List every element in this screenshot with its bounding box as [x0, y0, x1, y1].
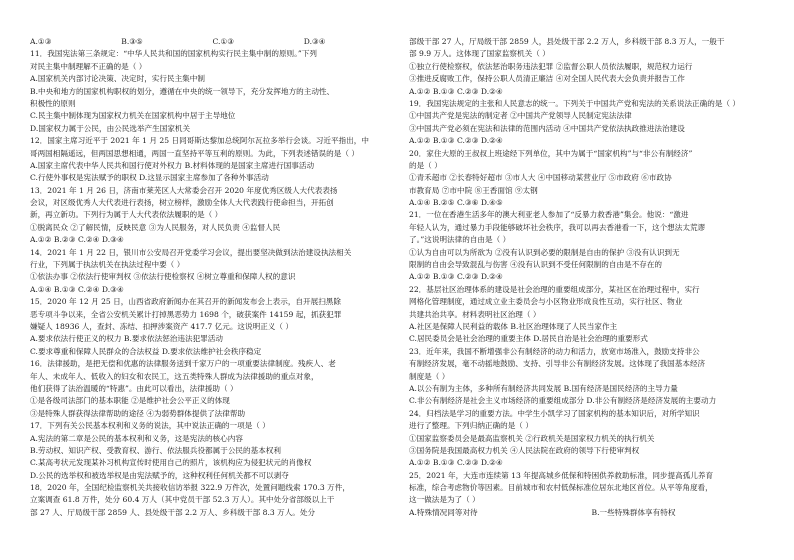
question-text: 年轻人认为，通过暴力手段能够破坏社会秩序，我可以再去香港看一下，这个想法太荒谬: [409, 222, 706, 232]
question-text: 进行了整理。下列归纳正确的是（ ）: [409, 421, 533, 431]
question-24: [409, 408, 774, 470]
question-text: 12．国家主席习近平于 2021 年 1 月 25 日同哥斯达黎加总统阿尔瓦拉多举行会谈。习近平指出，中: [30, 136, 369, 146]
question-text: 嫌疑人 18936 人，查封、冻结、扣押涉案资产 417.7 亿元。这说明正义（ ）: [30, 321, 293, 331]
question-text: 对民主集中制理解不正确的是（ ）: [30, 61, 147, 71]
question-text: 18．2020 年，全国纪检监察机关共接收信访举报 322.9 万件次，处置问题线索 170.3 万件，: [30, 483, 350, 493]
option-line: A.国家主席代表中华人民共和国行使对外权力 B.材料体现的是国家主席进行国事活动: [30, 160, 315, 170]
option-line: C.居民委员会是社会治理的重要主体 D.居民自治是社会治理的重要形式: [409, 334, 648, 344]
option-line: A.社区是保障人民利益的载体 B.社区治理体现了人民当家作主: [409, 321, 618, 331]
option-line: ①认为自由可以为所欲为 ②没有认识到必要的限制是自由的保护 ③没有认识到无: [409, 247, 680, 257]
question-text: 部级干部 27 人，厅局级干部 2859 人，县处级干部 2.2 万人，乡科级干部 8.3 万人，一般干: [409, 37, 725, 46]
question-text: 会议，对区级优秀人大代表进行表扬，树立榜样，激励全体人大代表践行使命担当，开拓创: [30, 198, 334, 208]
option-line: 积极性的原则: [30, 98, 76, 108]
q25-options: [409, 507, 774, 519]
question-20: [409, 148, 774, 210]
option-line: C.要求尊重和保障人民群众的合法权益 D.要求依法维护社会秩序稳定: [30, 346, 262, 356]
option-line: B.劳动权、知识产权、受教育权、游行、依法服兵役都属于公民的基本权利: [30, 445, 281, 455]
option-a: A.特殊情况同等对待: [409, 507, 478, 517]
option-line: A.宪法的第二章是公民的基本权利和义务，这是宪法的核心内容: [30, 433, 243, 443]
question-19: [409, 98, 774, 148]
option-line: C.民主集中制体现为国家权力机关在国家机构中居于主导地位: [30, 111, 236, 121]
option-line: ①国家监察委员会是最高监察机关 ②行政机关是国家权力机关的执行机关: [409, 433, 655, 443]
question-text: 制度是（ ）: [409, 371, 450, 381]
question-text: 了。”这说明法律的自由是（ ）: [409, 235, 511, 245]
question-text: 部 9.9 万人。这体现了国家监察机关（ ）: [409, 49, 550, 59]
option-line: ③国务院是我国最高权力机关 ④人民法院在政府的领导下行使审判权: [409, 445, 640, 455]
option-line: A.①② B.②③ C.②④ D.③④: [30, 235, 124, 245]
question-text: 19．我国宪法规定的主张和人民意志的统一。下列关于中国共产党和宪法的关系说法正确的是（ ）: [409, 98, 741, 108]
option-line: A.要求依法行使正义的权力 B.要求依法惩治违法犯罪活动: [30, 334, 223, 344]
option-line: A.①② B.①③ C.②③ D.②④: [409, 136, 503, 146]
question-15: [30, 296, 395, 358]
right-column: [409, 36, 774, 552]
option-line: ①青禾超市 ②长春特好超市 ③市人大 ④中国移动某营业厅 ⑤市政府 ⑥市政协: [409, 173, 672, 183]
question-text: 立案调查 61.8 万件，处分 60.4 万人（其中党员干部 52.3 万人）。其中处分省部级以上干: [30, 495, 335, 505]
question-text: 部 27 人、厅局级干部 2859 人、县处级干部 2.2 万人、乡科级干部 8.3 万人。处分: [30, 507, 316, 517]
option-d: D.③④: [303, 37, 326, 46]
question-text: 这一做法是为了（ ）: [409, 495, 480, 505]
question-25: [409, 470, 774, 520]
option-line: A.①② B.①③ C.②③ D.②④: [409, 458, 503, 468]
option-line: ①是各级司法部门的基本职能 ②是维护社会公平正义的体现: [30, 396, 230, 406]
option-b: B.一些特殊群体享有特权: [591, 507, 676, 517]
question-text: 11．我国宪法第三条规定：“中华人民共和国的国家机构实行民主集中制的原则。”下列: [30, 49, 317, 59]
option-line: ①独立行使检察权，依法惩治职务违法犯罪 ②监督公职人员依法履职，规范权力运行: [409, 61, 693, 71]
option-line: A.①② B.①③ C.②③ D.②④: [409, 272, 503, 282]
question-text: 14．2021 年 1 月 22 日，银川市公安局召开党委学习会议，提出要坚决做到法治建设执法相关: [30, 247, 352, 257]
option-line: A.①④ B.②⑤ C.③⑥ D.④⑤: [409, 198, 503, 208]
question-17: [30, 420, 395, 482]
question-text: 15．2020 年 12 月 25 日，山西省政府新闻办在其召开的新闻发布会上表示，自开展扫黑除: [30, 297, 341, 307]
question-22: [409, 284, 774, 346]
option-line: B.中央和地方的国家机构职权的划分，遵循在中央的统一领导下，充分发挥地方的主动性、: [30, 86, 335, 96]
left-column: [30, 36, 395, 552]
option-line: ③是特殊人群获得法律帮助的途径 ④为弱势群体提供了法律帮助: [30, 408, 246, 418]
option-line: 限制的自由会导致混乱与伤害 ④没有认识到不受任何限制的自由是不存在的: [409, 260, 663, 270]
option-line: ①依法办事 ②依法行使审判权 ③依法行使检察权 ④树立尊重和保障人权的意识: [30, 272, 296, 282]
question-text: 20．家住大原的王叔叔上班途经下列单位，其中为属于“国家机构”与“非公有制经济”: [409, 148, 693, 158]
question-12: [30, 135, 395, 185]
question-text: 行业，下列属于执法机关在执法过程中要（ ）: [30, 260, 185, 270]
option-line: A.国家机关内部讨论决策、决定时，实行民主集中制: [30, 74, 205, 84]
question-23: [409, 346, 774, 408]
question-text: 17．下列有关公民基本权利和义务的说法，其中说法正确的一项是（ ）: [30, 421, 270, 431]
question-18: [30, 482, 395, 519]
option-line: A.①② B.①③ C.②③ D.②④: [409, 86, 503, 96]
option-line: ①脱离民众 ②了解民情，反映民意 ③为人民服务，对人民负责 ④监督人民: [30, 222, 281, 232]
option-line: A.以公有制为主体，多种所有制经济共同发展 B.国有经济是国民经济的主导力量: [409, 383, 678, 393]
question-13: [30, 185, 395, 247]
question-text: 恶专项斗争以来，全省公安机关累计打掉黑恶势力 1698 个，破获案件 14159 起，抓获犯罪: [30, 309, 342, 319]
q10-options: [30, 36, 395, 48]
question-text: 新，再立新功。下列行为属于人大代表依法履职的是（ ）: [30, 210, 223, 220]
question-text: 22．基层社区治理体系的建设是社会治理的重要组成部分，某社区在治理过程中，实行: [409, 284, 700, 294]
option-a: A.①③: [30, 37, 52, 46]
option-line: D.公民的选举权和被选举权是由宪法赋予的，这种权利任何机关都不可以剥夺: [30, 470, 289, 480]
option-line: 市教育局 ⑦市中院 ⑧王香面馆 ⑨太钢: [409, 185, 538, 195]
question-text: 共建共治共享。材料表明社区治理（ ）: [409, 309, 541, 319]
question-text: 有制经济发展，毫不动摇地鼓励、支持、引导非公有制经济发展。这体现了我国基本经济: [409, 359, 706, 369]
question-14: [30, 247, 395, 297]
option-c: C.①③: [212, 37, 235, 46]
question-text: 标准，综合考虑物价等因素。目前城市和农村低保标准位居东北地区首位。从平等角度看，: [409, 483, 713, 493]
option-b: B.③⑤: [121, 37, 143, 46]
option-line: C.某高考状元发现某补习机构宣传时使用自己的照片，该机构应为侵犯状元的肖像权: [30, 458, 312, 468]
question-text: 21．一位在香港生活多年的澳大利亚老人参加了“反暴力救香港”集会。他说：“激进: [409, 210, 689, 220]
question-text: 25．2021 年，大连市连续第 13 年提高城乡低保和特困供养救助标准，同步提高孤儿养育: [409, 470, 714, 480]
question-text: 他们获得了法治温暖的“特惠”。由此可以看出，法律援助（ ）: [30, 383, 238, 393]
question-text: 16．法律援助，是把无偿和优惠的法律服务送到千家万户的一项重要法律制度。残疾人、老: [30, 359, 336, 369]
option-line: D.国家权力属于公民，由公民选举产生国家机关: [30, 123, 191, 133]
question-18-continued: [409, 36, 774, 98]
question-text: 网格化管理制度，通过成立业主委员会与小区物业形成良性互动，实行社区、物业: [409, 297, 683, 307]
question-text: 23．近年来，我国不断增强非公有制经济的动力和活力，放宽市场准入，鼓励支持非公: [409, 346, 700, 356]
option-line: ③中国共产党必须在宪法和法律的范围内活动 ④中国共产党依法执政推进法治建设: [409, 123, 685, 133]
question-text: 哥两国相隔遥远，但两国思想相通，两国一直坚持平等互利的原则。为此，下列表述错误的是（ ）: [30, 148, 359, 158]
question-11: [30, 48, 395, 135]
option-line: A.①④ B.①③ C.②④ D.③④: [30, 284, 124, 294]
question-21: [409, 209, 774, 283]
question-16: [30, 358, 395, 420]
option-line: C.行使外事权是宪法赋予的职权 D.这显示国家主席参加了各种外事活动: [30, 173, 269, 183]
option-line: ①中国共产党是宪法的制定者 ②中国共产党领导人民制定宪法法律: [409, 111, 632, 121]
option-line: ③推进反腐败工作，保持公职人员清正廉洁 ④对全国人民代表大会负责并报告工作: [409, 74, 685, 84]
option-line: C.非公有制经济是社会主义市场经济的重要组成部分 D.非公有制经济是经济发展的主要动力: [409, 396, 717, 406]
question-text: 13．2021 年 1 月 26 日，济南市莱芜区人大常委会召开 2020 年度优秀区级人大代表表扬: [30, 185, 338, 195]
question-text: 年人、未成年人、低收入的妇女和农民工，这五类特殊人群成为法律援助的重点对象，: [30, 371, 319, 381]
question-text: 的是（ ）: [409, 160, 442, 170]
question-text: 24．归档法是学习的重要方法。中学生小凯学习了国家机构的基本知识后，对所学知识: [409, 408, 700, 418]
